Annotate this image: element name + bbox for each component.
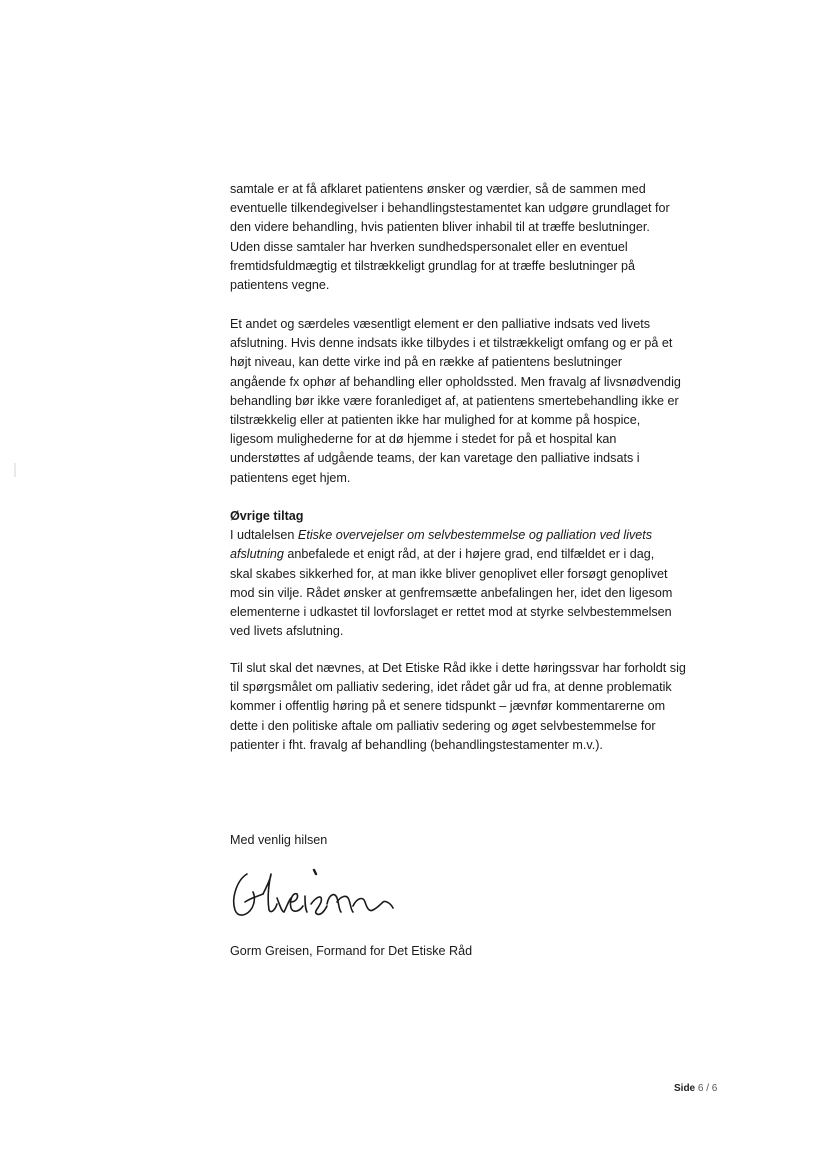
paragraph-line: dette i den politiske aftale om palliativ sedering og øget selvbestemmelse for xyxy=(230,718,656,733)
paragraph-line: fremtidsfuldmægtig et tilstrækkeligt grundlag for at træffe beslutninger på xyxy=(230,258,636,273)
paragraph-line xyxy=(230,526,730,545)
paragraph-continuation xyxy=(230,180,730,295)
paragraph-line: eventuelle tilkendegivelser i behandlingstestamentet kan udgøre grundlaget for xyxy=(230,201,670,216)
page-number xyxy=(674,1083,717,1094)
publication-title-continued: afslutning xyxy=(230,547,284,562)
paragraph-line: understøttes af udgående teams, der kan varetage den palliative indsats i xyxy=(230,451,640,466)
page-label: Side xyxy=(674,1083,696,1094)
line-text: anbefalede et enigt råd, at der i højere grad, end tilfældet er i dag, xyxy=(283,547,655,562)
paragraph-line: til spørgsmålet om palliativ sedering, idet rådet går ud fra, at denne problematik xyxy=(230,680,672,695)
paragraph-line: Uden disse samtaler har hverken sundhedspersonalet eller en eventuel xyxy=(230,239,628,254)
paragraph-line: patienter i fht. fravalg af behandling (behandlingstestamenter m.v.). xyxy=(230,737,603,752)
section-heading: Øvrige tiltag xyxy=(230,509,304,523)
closing-greeting: Med venlig hilsen xyxy=(230,833,328,847)
publication-title: Etiske overvejelser om selvbestemmelse og palliation ved livets xyxy=(297,528,653,543)
paragraph-line: ligesom mulighederne for at dø hjemme i stedet for på et hospital kan xyxy=(230,432,617,447)
paragraph-line: samtale er at få afklaret patientens ønsker og værdier, så de sammen med xyxy=(230,182,646,196)
paragraph-line xyxy=(230,545,730,564)
closing-block xyxy=(230,831,730,850)
paragraph-line: afslutning. Hvis denne indsats ikke tilbydes i et tilstrækkeligt omfang og er på et xyxy=(230,336,673,351)
paragraph-line: kommer i offentlig høring på et senere tidspunkt – jævnfør kommentarerne om xyxy=(230,699,666,714)
page-count: 6 / 6 xyxy=(697,1083,718,1094)
section-other-measures xyxy=(230,507,730,641)
handwritten-signature xyxy=(225,858,415,928)
paragraph-line: tilstrækkelig eller at patienten ikke har mulighed for at komme på hospice, xyxy=(230,412,641,427)
paragraph-line: Et andet og særdeles væsentligt element er den palliative indsats ved livets xyxy=(230,317,651,331)
paragraph-line: patientens eget hjem. xyxy=(230,470,351,485)
paragraph-line: angående fx ophør af behandling eller opholdssted. Men fravalg af livsnødvendig xyxy=(230,374,681,389)
paragraph-line: mod sin vilje. Rådet ønsker at genfremsætte anbefalingen her, idet den ligesom xyxy=(230,585,673,600)
paragraph-palliative xyxy=(230,315,730,488)
paragraph-line: højt niveau, kan dette virke ind på en række af patientens beslutninger xyxy=(230,355,623,370)
paragraph-line: ved livets afslutning. xyxy=(230,624,344,639)
signatory-block xyxy=(230,942,730,961)
signatory-name: Gorm Greisen, Formand for Det Etiske Råd xyxy=(230,944,473,958)
paragraph-line: Til slut skal det nævnes, at Det Etiske Råd ikke i dette høringssvar har forholdt sig xyxy=(230,661,686,675)
paragraph-line: den videre behandling, hvis patienten bliver inhabil til at træffe beslutninger. xyxy=(230,220,650,235)
paragraph-line: elementerne i udkastet til lovforslaget er rettet mod at styrke selvbestemmelsen xyxy=(230,604,672,619)
line-text: I udtalelsen xyxy=(230,528,298,543)
scan-artifact xyxy=(14,463,16,477)
paragraph-line: behandling bør ikke være foranlediget af, at patientens smertebehandling ikke er xyxy=(230,393,679,408)
paragraph-closing-remarks xyxy=(230,659,730,755)
paragraph-line: skal skabes sikkerhed for, at man ikke bliver genoplivet eller forsøgt genoplivet xyxy=(230,566,668,581)
paragraph-line: patientens vegne. xyxy=(230,277,330,292)
